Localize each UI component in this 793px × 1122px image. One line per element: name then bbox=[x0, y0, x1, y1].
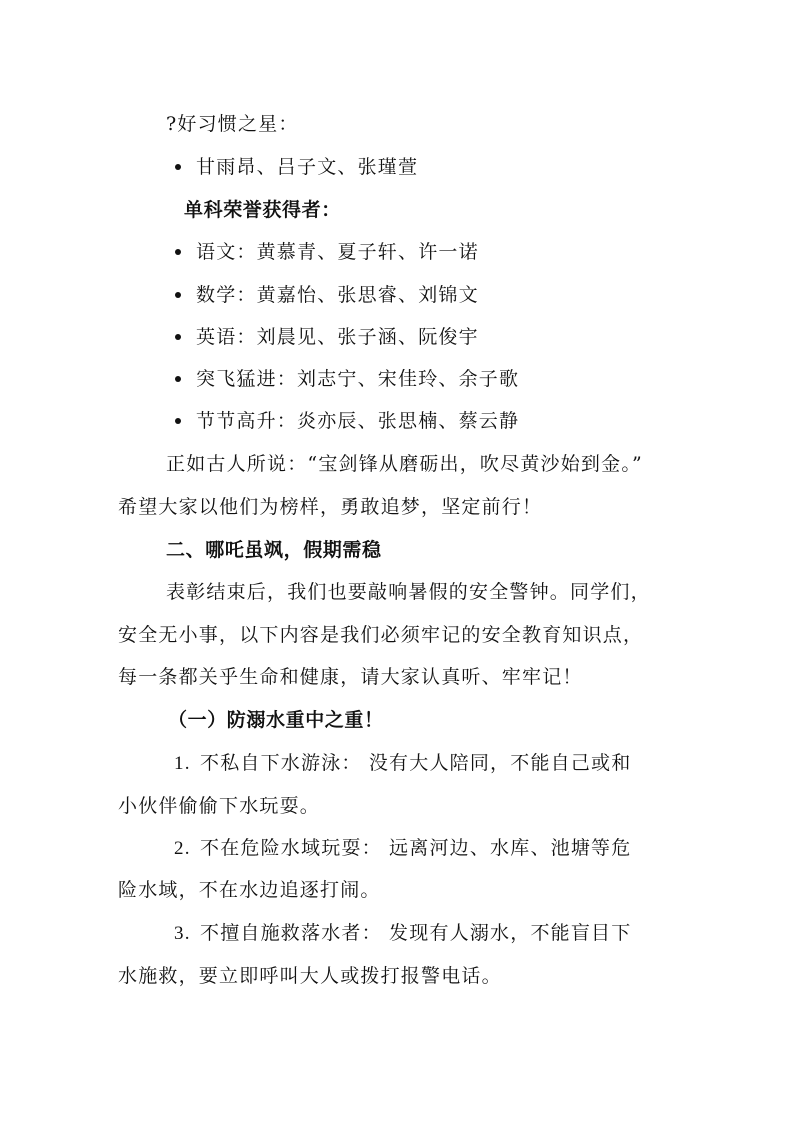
section-two-heading: 二、哪吒虽飒，假期需稳 bbox=[166, 539, 382, 561]
bullet-icon bbox=[175, 292, 181, 298]
list-item-text: 甘雨昂、吕子文、张瑾萱 bbox=[196, 156, 419, 178]
list-item-text: 突飞猛进：刘志宁、宋佳玲、余子歌 bbox=[196, 368, 520, 390]
rule-number: 3. bbox=[174, 923, 191, 944]
rule-continuation: 险水域，不在水边追逐打闹。 bbox=[118, 879, 381, 901]
rule-number: 1. bbox=[174, 753, 191, 774]
quote-paragraph-line-2: 希望大家以他们为榜样，勇敢追梦，坚定前行！ bbox=[118, 496, 543, 518]
subsection-one-heading: （一）防溺水重中之重！ bbox=[168, 709, 384, 731]
safety-intro-line-3: 每一条都关乎生命和健康，请大家认真听、牢牢记！ bbox=[118, 666, 583, 688]
subject-heading: 单科荣誉获得者： bbox=[184, 199, 341, 221]
list-item-text: 语文：黄慕青、夏子轩、许一诺 bbox=[196, 241, 479, 263]
rule-continuation: 水施救，要立即呼叫大人或拨打报警电话。 bbox=[118, 965, 502, 987]
rule-number: 2. bbox=[174, 838, 191, 859]
safety-intro-line-1: 表彰结束后，我们也要敲响暑假的安全警钟。同学们， bbox=[166, 581, 651, 603]
rule-text: 不私自下水游泳： 没有大人陪同，不能自己或和 bbox=[200, 752, 632, 774]
star-heading: ?好习惯之星： bbox=[166, 113, 299, 135]
rule-line-1 bbox=[0, 751, 793, 776]
bullet-icon bbox=[175, 249, 181, 255]
rule-line-1 bbox=[0, 836, 793, 861]
bullet-icon bbox=[175, 164, 181, 170]
bullet-icon bbox=[175, 376, 181, 382]
rule-continuation: 小伙伴偷偷下水玩耍。 bbox=[118, 795, 321, 817]
quote-paragraph-line-1: 正如古人所说：“宝剑锋从磨砺出，吹尽黄沙始到金。” bbox=[166, 453, 643, 475]
rule-text: 不在危险水域玩耍： 远离河边、水库、池塘等危 bbox=[200, 837, 632, 859]
bullet-icon bbox=[175, 418, 181, 424]
list-item-text: 节节高升：炎亦辰、张思楠、蔡云静 bbox=[196, 410, 520, 432]
rule-text: 不擅自施救落水者： 发现有人溺水，不能盲目下 bbox=[200, 922, 632, 944]
rule-line-1 bbox=[0, 921, 793, 946]
bullet-icon bbox=[175, 334, 181, 340]
list-item-text: 数学：黄嘉怡、张思睿、刘锦文 bbox=[196, 284, 479, 306]
safety-intro-line-2: 安全无小事，以下内容是我们必须牢记的安全教育知识点， bbox=[118, 624, 644, 646]
list-item-text: 英语：刘晨见、张子涵、阮俊宇 bbox=[196, 326, 479, 348]
